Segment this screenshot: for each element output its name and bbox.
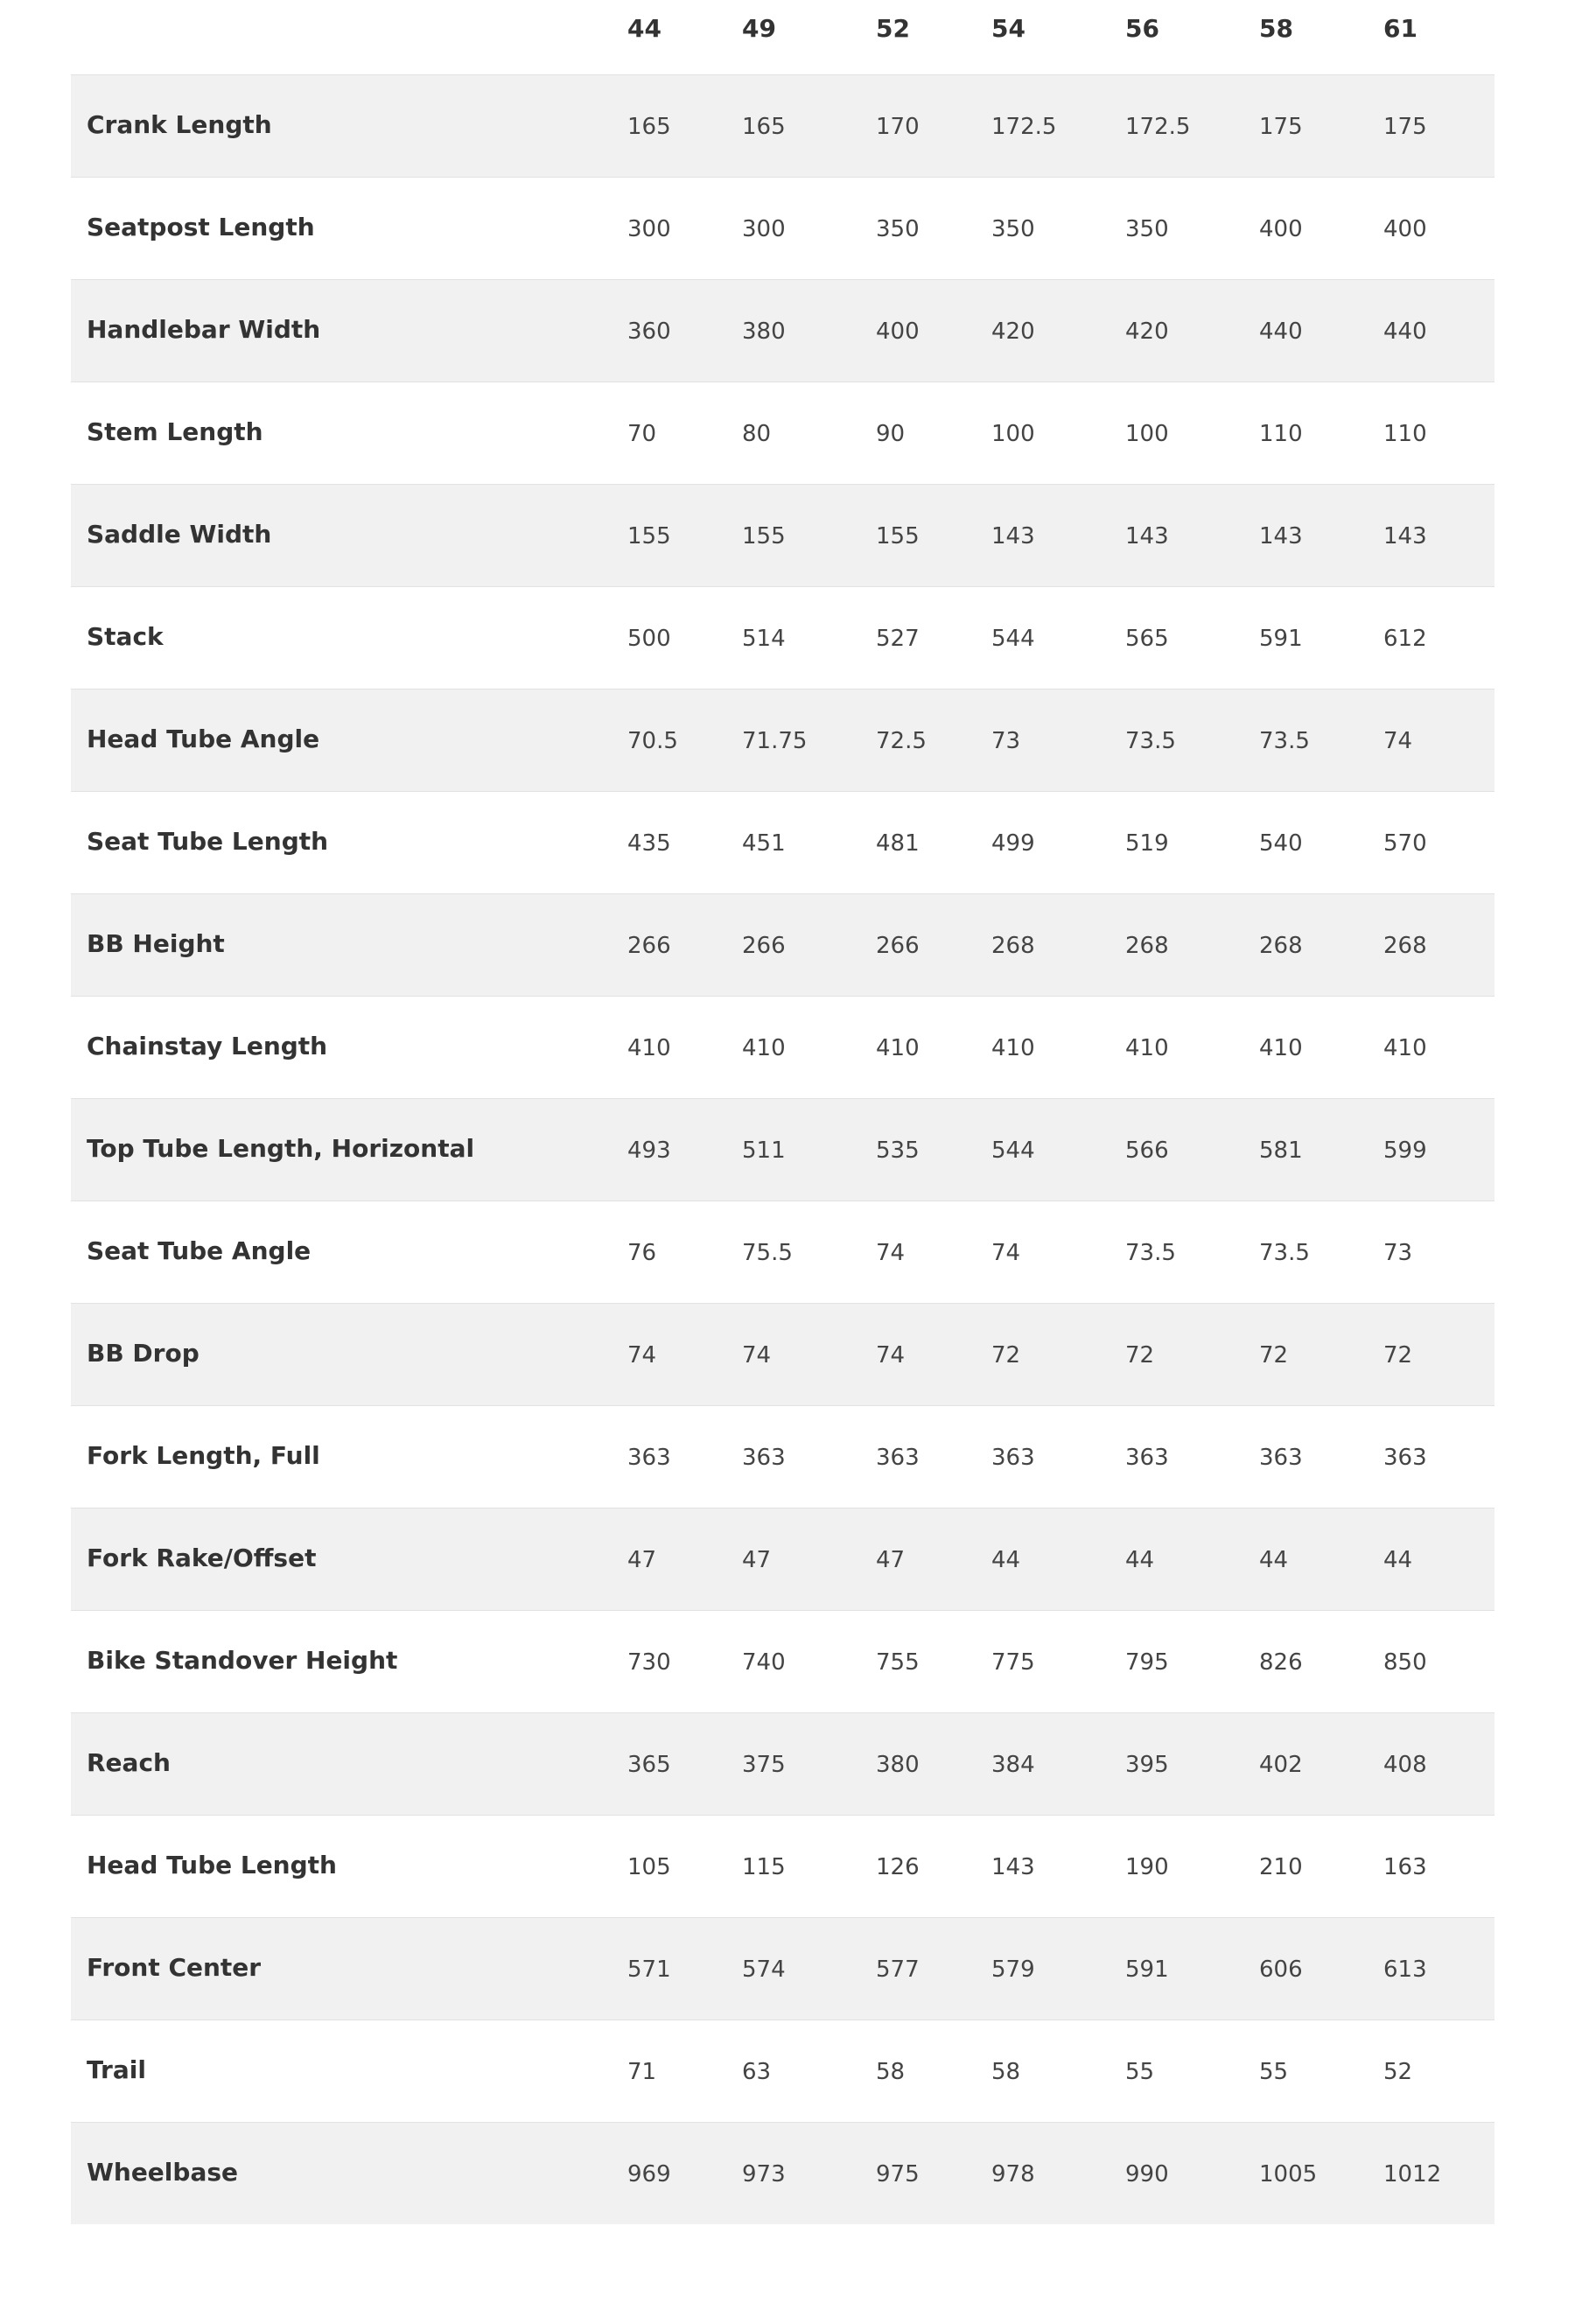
table-cell: 44: [991, 1547, 1021, 1573]
table-cell: 384: [991, 1752, 1035, 1778]
table-cell: 47: [876, 1547, 906, 1573]
size-header-58: 58: [1259, 14, 1293, 43]
table-cell: 574: [742, 1956, 786, 1983]
table-cell: 268: [1383, 933, 1427, 959]
table-cell: 73: [1383, 1240, 1413, 1266]
table-row: [71, 1508, 1494, 1610]
table-cell: 581: [1259, 1138, 1303, 1164]
table-row: [71, 1815, 1494, 1917]
table-cell: 365: [627, 1752, 671, 1778]
table-row: [71, 1303, 1494, 1405]
table-cell: 74: [876, 1342, 906, 1368]
table-cell: 451: [742, 830, 786, 857]
table-cell: 71.75: [742, 728, 808, 754]
table-cell: 519: [1125, 830, 1169, 857]
table-cell: 380: [742, 318, 786, 345]
table-cell: 380: [876, 1752, 920, 1778]
table-cell: 47: [627, 1547, 657, 1573]
table-cell: 155: [876, 523, 920, 550]
table-cell: 350: [991, 216, 1035, 242]
table-cell: 52: [1383, 2059, 1413, 2085]
table-cell: 266: [742, 933, 786, 959]
table-cell: 74: [627, 1342, 657, 1368]
table-cell: 565: [1125, 626, 1169, 652]
table-cell: 143: [1383, 523, 1427, 550]
table-cell: 544: [991, 1138, 1035, 1164]
table-cell: 155: [627, 523, 671, 550]
table-cell: 420: [1125, 318, 1169, 345]
table-cell: 126: [876, 1854, 920, 1880]
table-cell: 360: [627, 318, 671, 345]
table-cell: 73.5: [1125, 728, 1176, 754]
table-cell: 74: [991, 1240, 1021, 1266]
table-cell: 481: [876, 830, 920, 857]
table-cell: 363: [742, 1445, 786, 1471]
row-label: Crank Length: [87, 110, 272, 139]
table-cell: 73: [991, 728, 1021, 754]
table-cell: 170: [876, 114, 920, 140]
table-row: [71, 1098, 1494, 1200]
table-cell: 400: [1259, 216, 1303, 242]
table-cell: 70.5: [627, 728, 678, 754]
geometry-table: [71, 0, 1494, 2224]
table-cell: 363: [991, 1445, 1035, 1471]
row-label: Front Center: [87, 1953, 262, 1982]
table-cell: 143: [991, 523, 1035, 550]
table-cell: 72: [991, 1342, 1021, 1368]
table-cell: 55: [1125, 2059, 1155, 2085]
size-header-52: 52: [876, 14, 910, 43]
table-cell: 72: [1383, 1342, 1413, 1368]
table-cell: 268: [1259, 933, 1303, 959]
row-label: Fork Rake/Offset: [87, 1544, 317, 1572]
table-cell: 44: [1125, 1547, 1155, 1573]
table-cell: 143: [1125, 523, 1169, 550]
table-cell: 440: [1259, 318, 1303, 345]
table-cell: 400: [876, 318, 920, 345]
table-cell: 172.5: [991, 114, 1057, 140]
table-cell: 74: [1383, 728, 1413, 754]
table-row: [71, 791, 1494, 893]
table-cell: 400: [1383, 216, 1427, 242]
table-cell: 70: [627, 421, 657, 447]
table-cell: 363: [876, 1445, 920, 1471]
table-cell: 72: [1259, 1342, 1289, 1368]
row-label: BB Height: [87, 929, 225, 958]
row-label: Seatpost Length: [87, 213, 315, 242]
table-cell: 493: [627, 1138, 671, 1164]
table-cell: 499: [991, 830, 1035, 857]
table-row: [71, 382, 1494, 484]
table-cell: 535: [876, 1138, 920, 1164]
table-cell: 571: [627, 1956, 671, 1983]
table-cell: 410: [991, 1035, 1035, 1061]
table-cell: 511: [742, 1138, 786, 1164]
table-cell: 606: [1259, 1956, 1303, 1983]
row-label: Saddle Width: [87, 520, 272, 549]
table-cell: 408: [1383, 1752, 1427, 1778]
table-cell: 440: [1383, 318, 1427, 345]
row-label: BB Drop: [87, 1339, 200, 1368]
size-header-44: 44: [627, 14, 662, 43]
table-row: [71, 2020, 1494, 2122]
table-cell: 300: [627, 216, 671, 242]
table-cell: 115: [742, 1854, 786, 1880]
row-label: Chainstay Length: [87, 1032, 328, 1060]
table-cell: 591: [1125, 1956, 1169, 1983]
row-label: Handlebar Width: [87, 315, 321, 344]
table-cell: 969: [627, 2161, 671, 2188]
table-cell: 155: [742, 523, 786, 550]
table-cell: 266: [876, 933, 920, 959]
row-label: Head Tube Angle: [87, 724, 320, 753]
table-body: [71, 74, 1494, 2224]
table-cell: 363: [1259, 1445, 1303, 1471]
table-cell: 72.5: [876, 728, 927, 754]
table-row: [71, 74, 1494, 177]
table-cell: 110: [1383, 421, 1427, 447]
table-row: [71, 996, 1494, 1098]
table-cell: 300: [742, 216, 786, 242]
row-label: Seat Tube Angle: [87, 1236, 312, 1265]
table-cell: 80: [742, 421, 772, 447]
table-cell: 500: [627, 626, 671, 652]
table-cell: 58: [991, 2059, 1021, 2085]
table-cell: 978: [991, 2161, 1035, 2188]
table-cell: 73.5: [1125, 1240, 1176, 1266]
table-cell: 172.5: [1125, 114, 1191, 140]
table-cell: 175: [1383, 114, 1427, 140]
table-cell: 599: [1383, 1138, 1427, 1164]
table-cell: 375: [742, 1752, 786, 1778]
table-cell: 350: [1125, 216, 1169, 242]
table-cell: 990: [1125, 2161, 1169, 2188]
table-row: [71, 177, 1494, 279]
table-cell: 71: [627, 2059, 657, 2085]
table-cell: 74: [876, 1240, 906, 1266]
row-label: Wheelbase: [87, 2158, 238, 2187]
table-cell: 775: [991, 1649, 1035, 1676]
table-cell: 44: [1259, 1547, 1289, 1573]
table-cell: 74: [742, 1342, 772, 1368]
table-cell: 570: [1383, 830, 1427, 857]
table-cell: 163: [1383, 1854, 1427, 1880]
row-label: Head Tube Length: [87, 1851, 337, 1880]
table-cell: 190: [1125, 1854, 1169, 1880]
table-cell: 410: [742, 1035, 786, 1061]
table-cell: 755: [876, 1649, 920, 1676]
table-cell: 100: [1125, 421, 1169, 447]
table-cell: 795: [1125, 1649, 1169, 1676]
table-cell: 210: [1259, 1854, 1303, 1880]
table-cell: 1012: [1383, 2161, 1442, 2188]
table-row: [71, 279, 1494, 382]
table-cell: 435: [627, 830, 671, 857]
table-cell: 266: [627, 933, 671, 959]
table-cell: 566: [1125, 1138, 1169, 1164]
table-cell: 73.5: [1259, 1240, 1310, 1266]
table-row: [71, 689, 1494, 791]
table-row: [71, 893, 1494, 996]
size-header-49: 49: [742, 14, 776, 43]
table-cell: 105: [627, 1854, 671, 1880]
table-cell: 410: [1125, 1035, 1169, 1061]
table-cell: 1005: [1259, 2161, 1318, 2188]
table-cell: 165: [742, 114, 786, 140]
row-label: Trail: [87, 2055, 146, 2084]
table-cell: 540: [1259, 830, 1303, 857]
row-label: Stack: [87, 622, 164, 651]
size-header-56: 56: [1125, 14, 1159, 43]
table-cell: 612: [1383, 626, 1427, 652]
table-cell: 363: [1383, 1445, 1427, 1471]
table-cell: 410: [1383, 1035, 1427, 1061]
size-header-54: 54: [991, 14, 1026, 43]
table-cell: 63: [742, 2059, 772, 2085]
table-cell: 47: [742, 1547, 772, 1573]
table-cell: 363: [1125, 1445, 1169, 1471]
table-cell: 850: [1383, 1649, 1427, 1676]
table-cell: 165: [627, 114, 671, 140]
table-cell: 544: [991, 626, 1035, 652]
table-cell: 730: [627, 1649, 671, 1676]
table-row: [71, 1200, 1494, 1303]
table-cell: 44: [1383, 1547, 1413, 1573]
table-cell: 268: [991, 933, 1035, 959]
table-row: [71, 1405, 1494, 1508]
table-cell: 410: [876, 1035, 920, 1061]
row-label: Reach: [87, 1748, 171, 1777]
size-header-61: 61: [1383, 14, 1418, 43]
table-cell: 90: [876, 421, 906, 447]
table-cell: 73.5: [1259, 728, 1310, 754]
row-label: Bike Standover Height: [87, 1646, 398, 1675]
table-row: [71, 586, 1494, 689]
table-cell: 350: [876, 216, 920, 242]
table-row: [71, 1917, 1494, 2020]
table-cell: 395: [1125, 1752, 1169, 1778]
table-row: [71, 2122, 1494, 2224]
row-label: Stem Length: [87, 417, 263, 446]
table-cell: 402: [1259, 1752, 1303, 1778]
table-cell: 55: [1259, 2059, 1289, 2085]
table-cell: 973: [742, 2161, 786, 2188]
table-row: [71, 484, 1494, 586]
table-cell: 826: [1259, 1649, 1303, 1676]
table-cell: 410: [1259, 1035, 1303, 1061]
table-cell: 740: [742, 1649, 786, 1676]
table-cell: 75.5: [742, 1240, 793, 1266]
table-cell: 72: [1125, 1342, 1155, 1368]
table-cell: 420: [991, 318, 1035, 345]
table-cell: 577: [876, 1956, 920, 1983]
table-row: [71, 1610, 1494, 1712]
table-header-row: [71, 0, 1494, 74]
table-cell: 268: [1125, 933, 1169, 959]
table-cell: 975: [876, 2161, 920, 2188]
row-label: Fork Length, Full: [87, 1441, 320, 1470]
table-cell: 110: [1259, 421, 1303, 447]
table-row: [71, 1712, 1494, 1815]
table-cell: 410: [627, 1035, 671, 1061]
table-cell: 363: [627, 1445, 671, 1471]
table-cell: 76: [627, 1240, 657, 1266]
table-cell: 143: [1259, 523, 1303, 550]
table-cell: 527: [876, 626, 920, 652]
row-label: Seat Tube Length: [87, 827, 329, 856]
table-cell: 143: [991, 1854, 1035, 1880]
table-cell: 613: [1383, 1956, 1427, 1983]
table-cell: 514: [742, 626, 786, 652]
table-cell: 591: [1259, 626, 1303, 652]
table-cell: 58: [876, 2059, 906, 2085]
table-cell: 100: [991, 421, 1035, 447]
table-cell: 579: [991, 1956, 1035, 1983]
table-cell: 175: [1259, 114, 1303, 140]
row-label: Top Tube Length, Horizontal: [87, 1134, 475, 1163]
